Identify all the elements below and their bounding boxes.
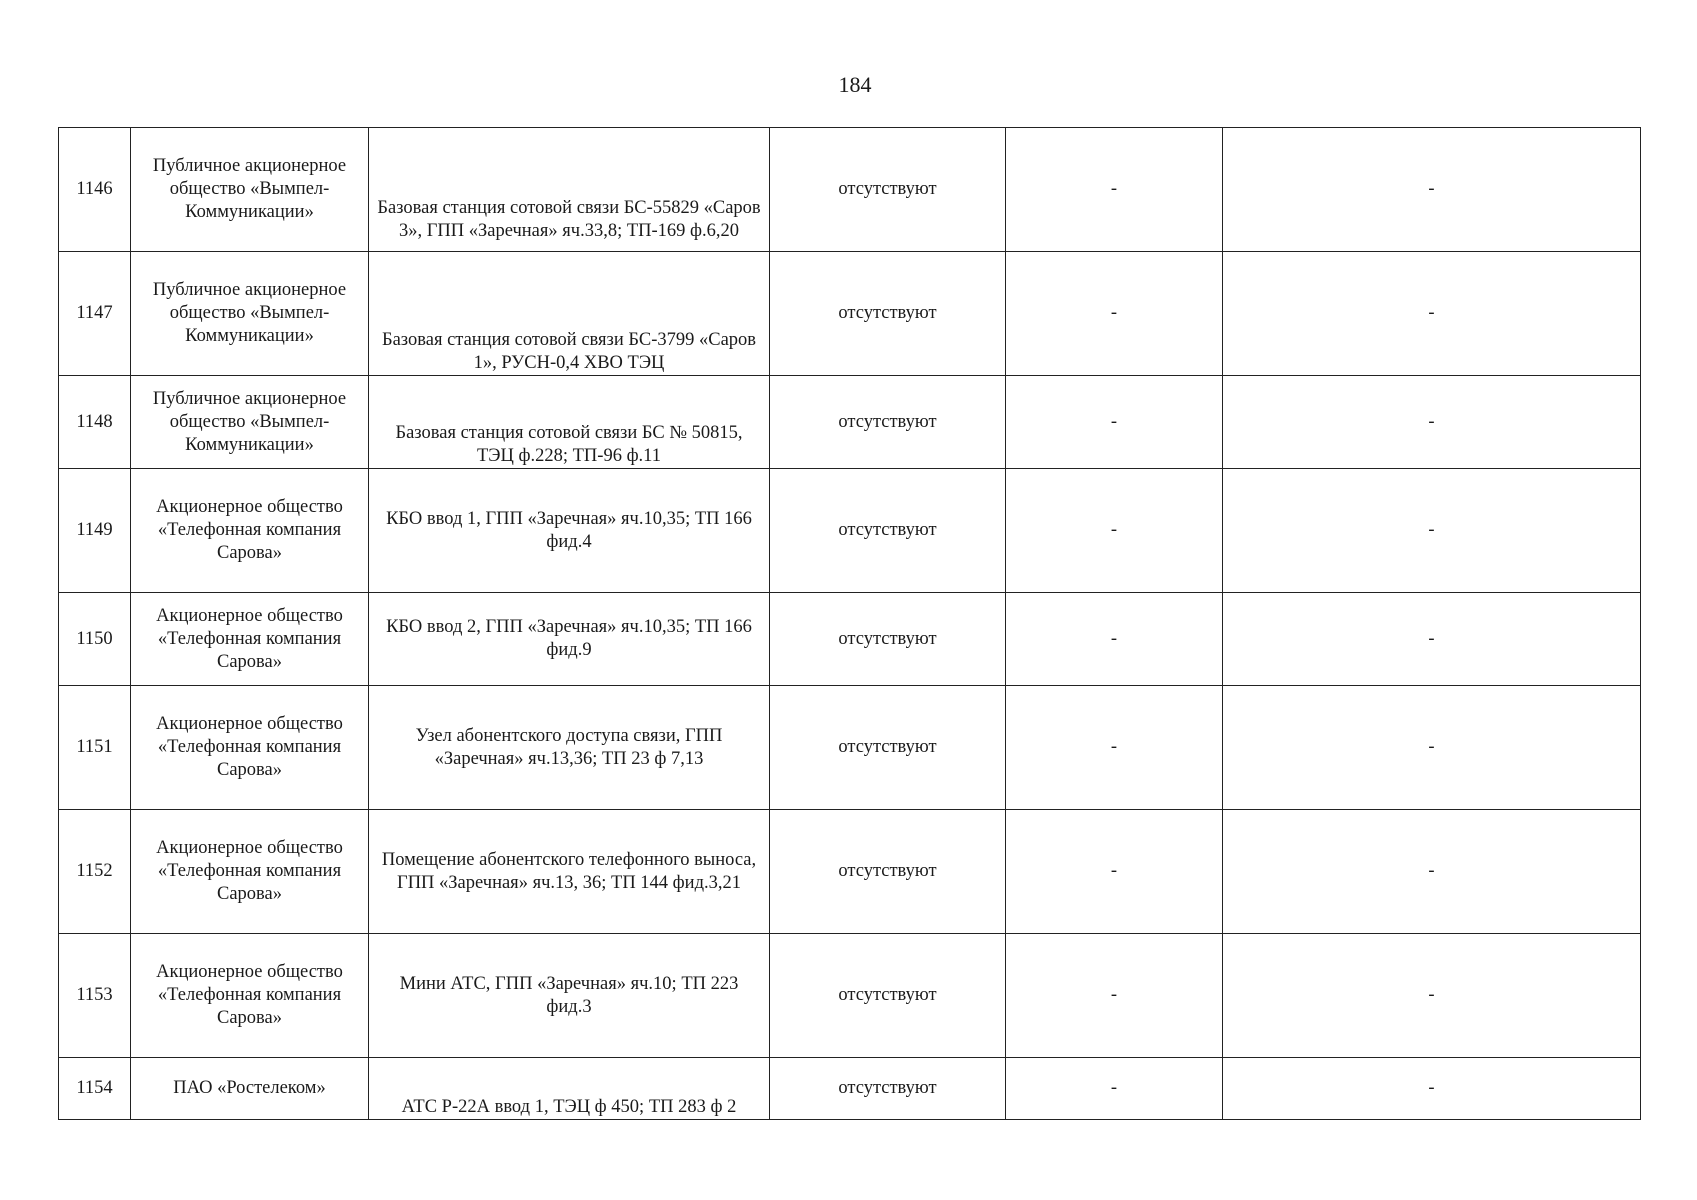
organization-cell: Публичное акционерное общество «Вымпел-Коммуникации»	[131, 376, 369, 469]
organization-cell: Акционерное общество «Телефонная компания Сарова»	[131, 593, 369, 686]
status-cell: отсутствуют	[770, 593, 1006, 686]
column5-cell: -	[1006, 934, 1223, 1058]
column6-cell: -	[1223, 686, 1641, 810]
object-cell: АТС Р-22А ввод 1, ТЭЦ ф 450; ТП 283 ф 2	[369, 1058, 770, 1120]
object-cell: Базовая станция сотовой связи БС № 50815, ТЭЦ ф.228; ТП-96 ф.11	[369, 376, 770, 469]
object-cell: Мини АТС, ГПП «Заречная» яч.10; ТП 223 фид.3	[369, 934, 770, 1058]
object-cell: КБО ввод 1, ГПП «Заречная» яч.10,35; ТП 166 фид.4	[369, 469, 770, 593]
table-row	[59, 593, 1641, 686]
column5-cell: -	[1006, 810, 1223, 934]
column6-cell: -	[1223, 593, 1641, 686]
row-number: 1154	[59, 1058, 131, 1120]
column6-cell: -	[1223, 376, 1641, 469]
organization-cell: Акционерное общество «Телефонная компания Сарова»	[131, 810, 369, 934]
organization-cell: Публичное акционерное общество «Вымпел-Коммуникации»	[131, 252, 369, 376]
object-cell: Помещение абонентского телефонного выноса, ГПП «Заречная» яч.13, 36; ТП 144 фид.3,21	[369, 810, 770, 934]
table-row	[59, 376, 1641, 469]
register-table	[58, 127, 1641, 1120]
column6-cell: -	[1223, 469, 1641, 593]
organization-cell: Акционерное общество «Телефонная компания Сарова»	[131, 469, 369, 593]
status-cell: отсутствуют	[770, 686, 1006, 810]
row-number: 1153	[59, 934, 131, 1058]
object-cell: Базовая станция сотовой связи БС-55829 «Саров 3», ГПП «Заречная» яч.33,8; ТП-169 ф.6,20	[369, 128, 770, 252]
row-number: 1148	[59, 376, 131, 469]
object-cell: Базовая станция сотовой связи БС-3799 «Саров 1», РУСН-0,4 ХВО ТЭЦ	[369, 252, 770, 376]
column5-cell: -	[1006, 128, 1223, 252]
object-cell: КБО ввод 2, ГПП «Заречная» яч.10,35; ТП 166 фид.9	[369, 593, 770, 686]
column6-cell: -	[1223, 252, 1641, 376]
organization-cell: Акционерное общество «Телефонная компания Сарова»	[131, 934, 369, 1058]
row-number: 1151	[59, 686, 131, 810]
table-row	[59, 252, 1641, 376]
column6-cell: -	[1223, 1058, 1641, 1120]
row-number: 1147	[59, 252, 131, 376]
organization-cell: Акционерное общество «Телефонная компания Сарова»	[131, 686, 369, 810]
status-cell: отсутствуют	[770, 1058, 1006, 1120]
table-row	[59, 686, 1641, 810]
status-cell: отсутствуют	[770, 128, 1006, 252]
table-row	[59, 469, 1641, 593]
status-cell: отсутствуют	[770, 376, 1006, 469]
column5-cell: -	[1006, 252, 1223, 376]
row-number: 1149	[59, 469, 131, 593]
column5-cell: -	[1006, 469, 1223, 593]
status-cell: отсутствуют	[770, 252, 1006, 376]
status-cell: отсутствуют	[770, 469, 1006, 593]
column5-cell: -	[1006, 376, 1223, 469]
row-number: 1152	[59, 810, 131, 934]
object-cell: Узел абонентского доступа связи, ГПП «Заречная» яч.13,36; ТП 23 ф 7,13	[369, 686, 770, 810]
row-number: 1150	[59, 593, 131, 686]
column5-cell: -	[1006, 1058, 1223, 1120]
column5-cell: -	[1006, 686, 1223, 810]
row-number: 1146	[59, 128, 131, 252]
organization-cell: Публичное акционерное общество «Вымпел-Коммуникации»	[131, 128, 369, 252]
table-row	[59, 128, 1641, 252]
table-row	[59, 1058, 1641, 1120]
column6-cell: -	[1223, 934, 1641, 1058]
table-row	[59, 934, 1641, 1058]
column5-cell: -	[1006, 593, 1223, 686]
page-number: 184	[838, 72, 872, 97]
column6-cell: -	[1223, 810, 1641, 934]
table-row	[59, 810, 1641, 934]
column6-cell: -	[1223, 128, 1641, 252]
status-cell: отсутствуют	[770, 934, 1006, 1058]
status-cell: отсутствуют	[770, 810, 1006, 934]
organization-cell: ПАО «Ростелеком»	[131, 1058, 369, 1120]
